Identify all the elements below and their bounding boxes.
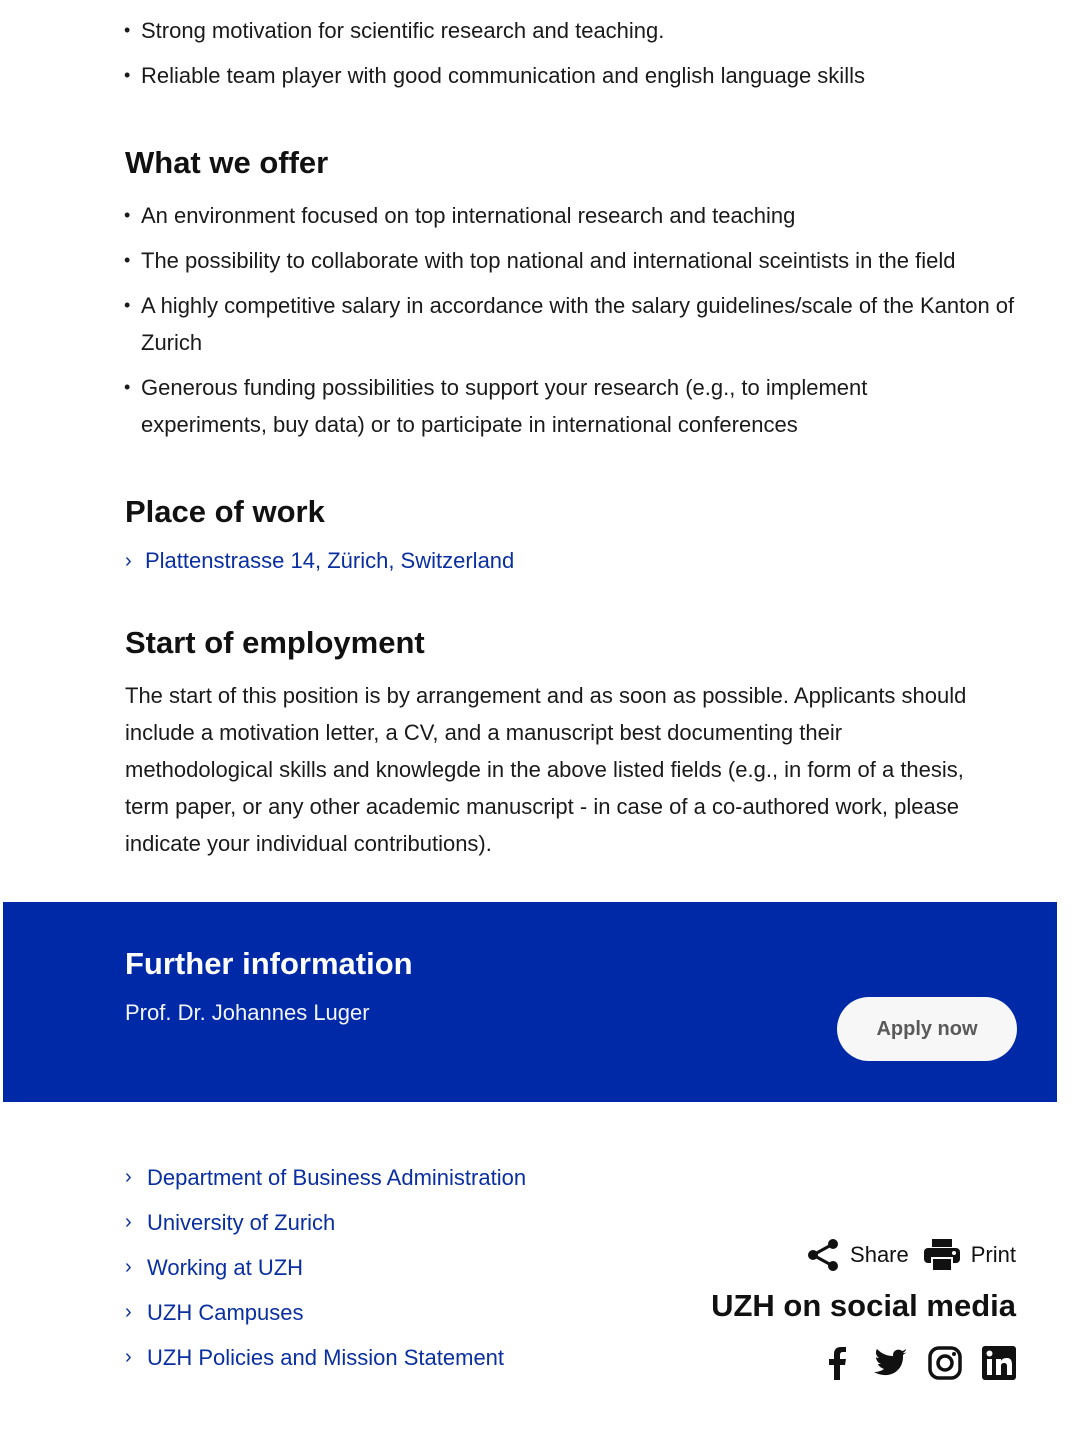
page-actions xyxy=(792,1238,1016,1272)
social-media-title: UZH on social media xyxy=(711,1288,1016,1323)
further-information-heading: Further information xyxy=(125,946,413,981)
requirements-list xyxy=(125,12,1025,102)
facebook-icon[interactable] xyxy=(819,1345,855,1381)
chevron-right-icon: › xyxy=(125,1166,132,1188)
footer-link-policies[interactable] xyxy=(125,1335,526,1380)
print-label: Print xyxy=(970,1242,1016,1267)
section-heading-place: Place of work xyxy=(125,494,325,529)
footer-link-label: Department of Business Administration xyxy=(147,1164,527,1190)
footer-link-campuses[interactable] xyxy=(125,1290,526,1335)
further-information-banner xyxy=(3,902,1057,1102)
footer-links xyxy=(125,1155,526,1380)
offer-list xyxy=(125,197,1020,451)
chevron-right-icon: › xyxy=(125,1211,132,1233)
social-links xyxy=(801,1345,1017,1381)
footer-link-label: University of Zurich xyxy=(147,1209,336,1235)
twitter-icon[interactable] xyxy=(873,1345,909,1381)
share-icon xyxy=(806,1238,840,1272)
address-link[interactable] xyxy=(125,548,514,574)
list-item: • A highly competitive salary in accordance with the salary guidelines/scale of the Kanton of Zurich xyxy=(125,287,1020,361)
share-label: Share xyxy=(850,1242,909,1267)
list-item: • An environment focused on top international research and teaching xyxy=(125,197,1020,234)
start-text: The start of this position is by arrangement and as soon as possible. Applicants should include a motivation letter, a CV, and a manuscript best documenting their methodological skills and knowlegde in the above listed fields (e.g., in form of a thesis, term paper, or any other academic manuscript - in case of a co-authored work, please indicate your individual contributions). xyxy=(125,683,967,856)
footer-link-label: UZH Campuses xyxy=(147,1299,304,1325)
linkedin-icon[interactable] xyxy=(981,1345,1017,1381)
footer-link-working[interactable] xyxy=(125,1245,526,1290)
share-button[interactable] xyxy=(806,1238,909,1272)
print-button[interactable] xyxy=(923,1238,1016,1272)
address-link-label: Plattenstrasse 14, Zürich, Switzerland xyxy=(145,548,515,573)
chevron-right-icon: › xyxy=(125,1256,132,1278)
list-item: • Generous funding possibilities to support your research (e.g., to implement experiments, buy data) or to participate in international conferences xyxy=(125,369,1020,443)
section-heading-offer: What we offer xyxy=(125,145,329,180)
footer-link-department[interactable] xyxy=(125,1155,526,1200)
footer-link-label: UZH Policies and Mission Statement xyxy=(147,1344,505,1370)
contact-person: Prof. Dr. Johannes Luger xyxy=(125,1000,370,1025)
footer-link-university[interactable] xyxy=(125,1200,526,1245)
instagram-icon[interactable] xyxy=(927,1345,963,1381)
chevron-right-icon: › xyxy=(125,1301,132,1323)
apply-now-button[interactable]: Apply now xyxy=(837,997,1017,1061)
chevron-right-icon: › xyxy=(125,1346,132,1368)
printer-icon xyxy=(923,1238,961,1272)
footer-link-label: Working at UZH xyxy=(147,1254,304,1280)
chevron-right-icon: › xyxy=(125,549,132,572)
list-item: • Strong motivation for scientific research and teaching. xyxy=(125,12,1025,49)
list-item: • The possibility to collaborate with top national and international sceintists in the field xyxy=(125,242,1020,279)
section-heading-start: Start of employment xyxy=(125,625,425,660)
list-item: • Reliable team player with good communication and english language skills xyxy=(125,57,1025,94)
